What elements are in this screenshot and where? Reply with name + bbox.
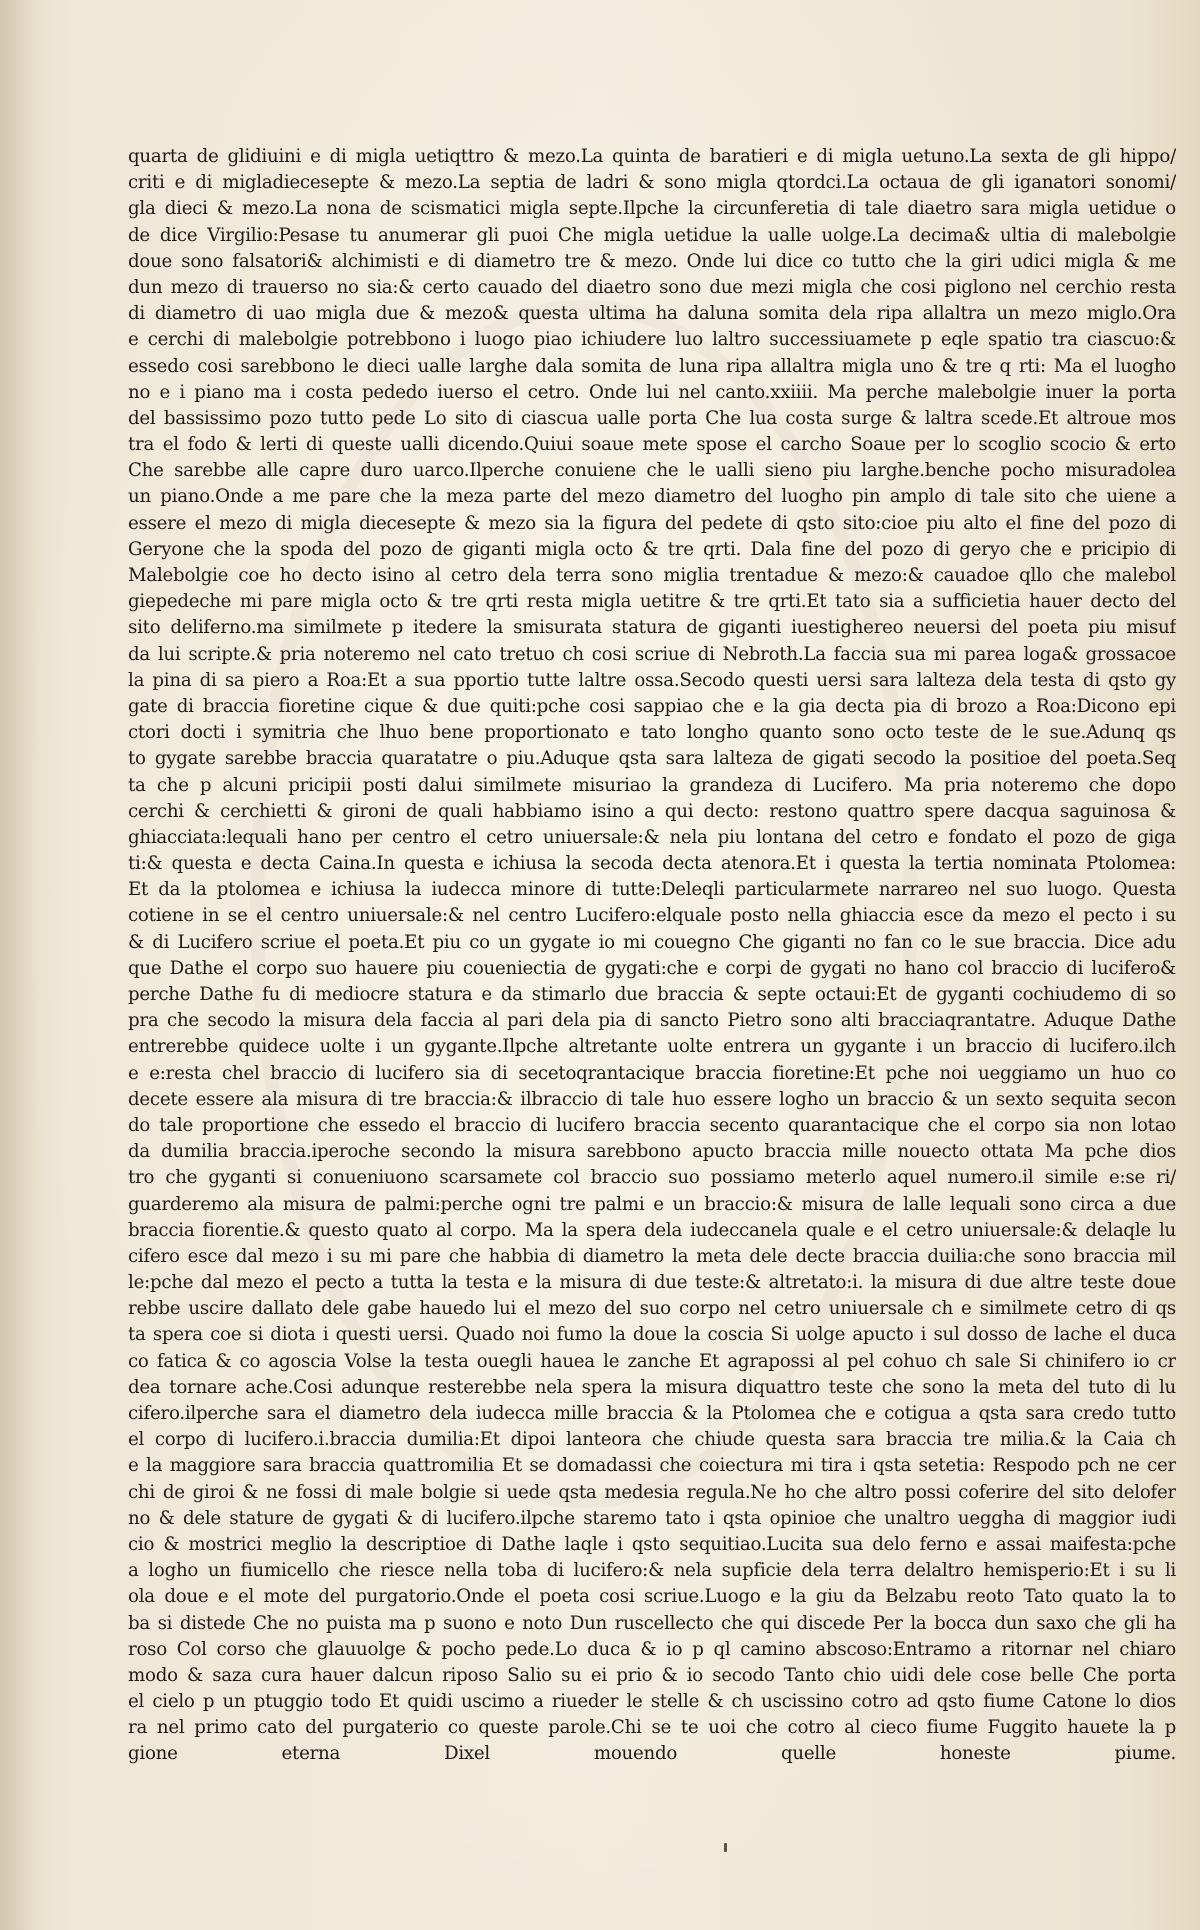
text-line: ba si distede Che no puista ma p suono e noto Dun ruscellecto che qui discede Per la bocca dun saxo che gli ha <box>128 1612 1176 1634</box>
text-line: gione eterna Dixel mouendo quelle honeste piume. <box>128 1743 1176 1765</box>
text-line: e la maggiore sara braccia quattromilia Et se domadassi che coiectura mi tira i qsta setetia: Respodo pch ne cer <box>128 1455 1176 1477</box>
text-line: co fatica & co agoscia Volse la testa ouegli hauea le zanche Et agrapossi al pel cohuo ch sale Si chinifero io cr <box>128 1350 1176 1372</box>
text-line: roso Col corso che glauuolge & pocho pede.Lo duca & io p ql camino abscoso:Entramo a ritornar nel chiaro <box>128 1638 1176 1660</box>
text-line: gla dieci & mezo.La nona de scismatici migla septe.Ilpche la circunferetia di tale diaetro sara migla uetidue o <box>128 198 1176 220</box>
text-line-final <box>128 1768 1176 1794</box>
text-line: doue sono falsatori& alchimisti e di diametro tre & mezo. Onde lui dice co tutto che la giri udici migla & me <box>128 250 1176 272</box>
text-line: dun mezo di trauerso no sia:& certo cauado del diaetro sono due mezi migla che cosi piglono nel cerchio resta <box>128 276 1176 298</box>
text-line: ra nel primo cato del purgaterio co queste parole.Chi se te uoi che cotro al cieco fiume Fuggito hauete la p <box>128 1717 1176 1739</box>
text-line: ta spera coe si diota i questi uersi. Quado noi fumo la doue la coscia Si uolge apucto i sul dosso de lache el duca <box>128 1324 1176 1346</box>
text-line: perche Dathe fu di mediocre statura e da stimarlo due braccia & septe octaui:Et de gyganti cochiudemo di so <box>128 984 1176 1005</box>
text-line: sito deliferno.ma similmete p itedere la smisurata statura de giganti iuestighereo neuersi del poeta piu misuf <box>128 617 1176 639</box>
text-line: le:pche dal mezo el pecto a tutta la testa e la misura di due teste:& altretato:i. la misura di due altre teste doue <box>128 1272 1176 1294</box>
text-line: e e:resta chel braccio di lucifero sia di secetoqrantacique braccia fioretine:Et pche noi ueggiamo un huo co <box>128 1062 1176 1084</box>
text-line: essedo cosi sarebbono le dieci ualle larghe dala somita de luna ripa allaltra migla uno & tre q rti: Ma el luogho <box>128 355 1176 377</box>
text-line: decete essere ala misura di tre braccia:& ilbraccio di tale huo essere logho un braccio & un sexto sequita secon <box>128 1088 1176 1110</box>
text-line: ti:& questa e decta Caina.In questa e ichiusa la secoda decta atenora.Et i questa la tertia nominata Ptolomea: <box>128 853 1176 875</box>
page-gutter-shadow <box>0 0 40 1930</box>
text-line: cotiene in se el centro uniuersale:& nel centro Lucifero:elquale posto nella ghiaccia esce da mezo el pecto i su <box>128 905 1176 927</box>
text-line: a logho un fiumicello che riesce nella toba di lucifero:& nela supficie dela terra delaltro hemisperio:Et i su li <box>128 1560 1176 1582</box>
text-line: cerchi & cerchietti & gironi de quali habbiamo isino a qui decto: restono quattro spere dacqua saguinosa & <box>128 800 1176 822</box>
text-line: di diametro di uao migla due & mezo& questa ultima ha daluna somita dela ripa allaltra un mezo miglo.Ora <box>128 303 1176 325</box>
text-line: guarderemo ala misura de palmi:perche ogni tre palmi e un braccio:& misura de lalle lequali sono circa a due <box>128 1193 1176 1215</box>
text-line: tra el fodo & lerti di queste ualli dicendo.Quiui soaue mete spose el carcho Soaue per lo scoglio scocio & erto <box>128 434 1176 456</box>
text-line: cifero.ilperche sara el diametro dela iudecca mille braccia & la Ptolomea che e cotigua a qsta sara credo tutto <box>128 1403 1176 1424</box>
ink-speck <box>724 1843 727 1852</box>
text-line: Geryone che la spoda del pozo de giganti migla octo & tre qrti. Dala fine del pozo di geryo che e pricipio di <box>128 538 1176 560</box>
text-line: el cielo p un ptuggio todo Et quidi uscimo a riueder le stelle & ch uscissino cotro ad qsto fiume Catone lo dios <box>128 1691 1176 1713</box>
text-line: que Dathe el corpo suo hauere piu coueniectia de gygati:che e corpi de gygati no hano col braccio di lucifero& <box>128 957 1176 979</box>
text-line: quarta de glidiuini e di migla uetiqttro & mezo.La quinta de baratieri e di migla uetuno.La sexta de gli hippo/ <box>128 146 1176 167</box>
text-line: ola doue e el mote del purgatorio.Onde el poeta cosi scriue.Luogo e la giu da Belzabu reoto Tato quato la to <box>128 1586 1176 1608</box>
text-line: pra che secodo la misura dela faccia al pari dela pia di sancto Pietro sono alti bracciaqrantatre. Aduque Dathe <box>128 1010 1176 1032</box>
text-line: & di Lucifero scriue el poeta.Et piu co un gygate io mi couegno Che giganti no fan co le sue braccia. Dice adu <box>128 931 1176 953</box>
text-line: cifero esce dal mezo i su mi pare che habbia di diametro la meta dele decte braccia duilia:che sono braccia mil <box>128 1245 1176 1267</box>
text-line: giepedeche mi pare migla octo & tre qrti resta migla uetitre & tre qrti.Et tato sia a sufficietia hauer decto del <box>128 591 1176 613</box>
text-line: chi de giroi & ne fossi di male bolgie si uede qsta medesia regula.Ne ho che altro possi coferire del sito delofer <box>128 1481 1176 1503</box>
text-line: Malebolgie coe ho decto isino al cetro dela terra sono miglia trentadue & mezo:& cauadoe qllo che malebol <box>128 565 1176 586</box>
text-line: da lui scripte.& pria noteremo nel cato tretuo ch cosi scriue di Nebroth.La faccia sua mi parea loga& grossacoe <box>128 643 1176 665</box>
text-line: braccia fiorentie.& questo quato al corpo. Ma la spera dela iudeccanela quale e el cetro uniuersale:& delaqle lu <box>128 1219 1176 1241</box>
text-line: entrerebbe quidece uolte i un gygante.Ilpche altretante uolte entrera un gygante i un braccio di lucifero.ilch <box>128 1036 1176 1058</box>
text-line: da dumilia braccia.iperoche secondo la misura sarebbono apucto braccia mille nouecto ottata Ma pche dios <box>128 1141 1176 1163</box>
text-line: essere el mezo di migla diecesepte & mezo sia la figura del pedete di qsto sito:cioe piu alto el fine del pozo di <box>128 512 1176 534</box>
text-line: el corpo di lucifero.i.braccia dumilia:Et dipoi lanteora che chiude questa sara braccia tre milia.& la Caia ch <box>128 1429 1176 1451</box>
text-line: dea tornare ache.Cosi adunque resterebbe nela spera la misura diquattro teste che sono la meta del tuto di lu <box>128 1376 1176 1398</box>
text-line: ghiacciata:lequali hano per centro el cetro uniuersale:& nela piu lontana del cetro e fondato el pozo de giga <box>128 826 1176 848</box>
text-line: ta che p alcuni pricipii posti dalui similmete misuriao la grandeza di Lucifero. Ma pria noteremo che dopo <box>128 774 1176 796</box>
text-line: ctori docti i symitria che lhuo bene proportionato e tato longho quanto sono octo teste de le sue.Adunq qs <box>128 722 1176 744</box>
text-line: cio & mostrici meglio la descriptioe di Dathe laqle i qsto sequitiao.Lucita sua delo ferno e assai maifesta:pche <box>128 1533 1176 1555</box>
text-line: Che sarebbe alle capre duro uarco.Ilperche conuiene che le ualli sieno piu larghe.benche pocho misuradolea <box>128 460 1176 482</box>
text-line: criti e di migladiecesepte & mezo.La septia de ladri & sono migla qtordci.La octaua de gli iganatori sonomi/ <box>128 172 1176 194</box>
text-line: un piano.Onde a me pare che la meza parte del mezo diametro del luogho pin amplo di tale sito che uiene a <box>128 486 1176 508</box>
text-line: no & dele stature de gygati & di lucifero.ilpche staremo tato i qsta opinioe che unaltro ueggha di maggior iudi <box>128 1507 1176 1529</box>
text-line: modo & saza cura hauer dalcun riposo Salio su ei prio & io secodo Tanto chio uidi dele cose belle Che porta <box>128 1664 1176 1686</box>
text-line: e cerchi di malebolgie potrebbono i luogo piao ichiudere luo laltro successiuamete p eqle spatio tra ciascuo:& <box>128 329 1176 351</box>
text-line: to gygate sarebbe braccia quaratatre o piu.Aduque qsta sara lalteza de gigati secodo la positioe del poeta.Seq <box>128 748 1176 770</box>
text-line: tro che gyganti si conueniuono scarsamete col braccio suo possiamo meterlo aquel numero.il simile e:se ri/ <box>128 1167 1176 1189</box>
text-line: no e i piano ma i costa pededo iuerso el cetro. Onde lui nel canto.xxiiii. Ma perche malebolgie inuer la porta <box>128 381 1176 403</box>
text-line: do tale proportione che essedo el braccio di lucifero braccia secento quarantacique che el corpo sia non lotao <box>128 1114 1176 1136</box>
text-line: rebbe uscire dallato dele gabe hauedo lui el mezo del suo corpo nel cetro uniuersale ch e similmete cetro di qs <box>128 1298 1176 1320</box>
text-line: de dice Virgilio:Pesase tu anumerar gli puoi Che migla uetidue la ualle uolge.La decima& ultia di malebolgie <box>128 224 1176 246</box>
text-line: gate di braccia fioretine cique & due quiti:pche cosi sappiao che e la gia decta pia di brozo a Roa:Dicono epi <box>128 695 1176 717</box>
text-line: la pina di sa piero a Roa:Et a sua pportio tutte laltre ossa.Secodo questi uersi sara lalteza dela testa di qsto gy <box>128 669 1176 691</box>
incunabula-text-block <box>128 144 1176 1794</box>
text-line: Et da la ptolomea e ichiusa la iudecca minore di tutte:Deleqli particularmete narrareo nel suo luogo. Questa <box>128 879 1176 901</box>
text-line: del bassissimo pozo tutto pede Lo sito di ciascua ualle porta Che lua costa surge & laltra scede.Et altroue mos <box>128 407 1176 429</box>
